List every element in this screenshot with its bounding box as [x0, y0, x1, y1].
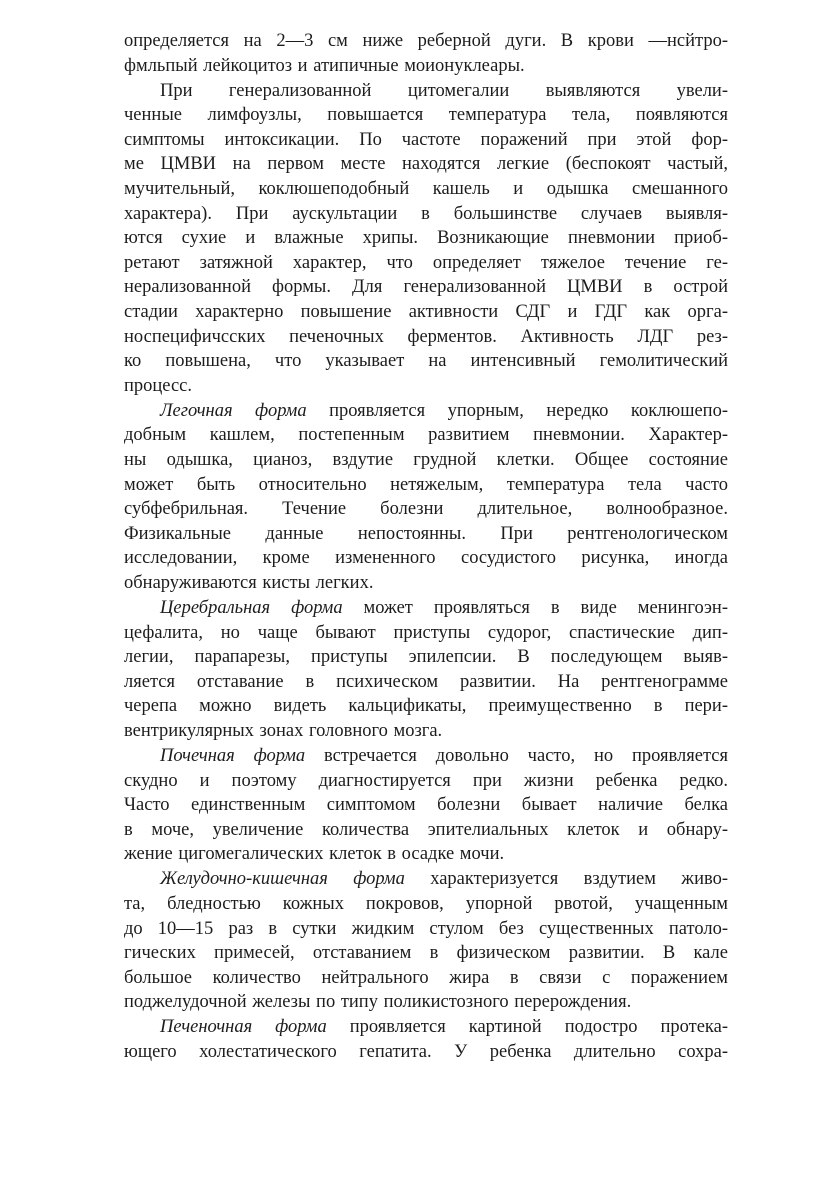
text-segment: носпецифичсских печеночных ферментов. Активность ЛДГ рез-	[124, 326, 728, 347]
text-segment: При генерализованной цитомегалии выявляются увели-	[160, 80, 728, 101]
text-segment: мучительный, коклюшеподобный кашель и одышка смешанного	[124, 179, 728, 199]
text-line	[124, 891, 728, 917]
text-segment: добным кашлем, постепенным развитием пневмонии. Характер-	[124, 425, 728, 446]
text-segment: вентрикулярных зонах головного мозга.	[124, 721, 443, 741]
text-line	[124, 669, 728, 695]
text-line	[124, 1039, 728, 1065]
text-line	[124, 693, 728, 719]
text-segment: характера). При аускультации в большинстве случаев выявля-	[124, 203, 728, 224]
text-line	[124, 201, 728, 227]
text-line	[160, 398, 728, 424]
text-line	[124, 570, 728, 596]
text-segment: ны одышка, цианоз, вздутие грудной клетки. Общее состояние	[124, 450, 728, 470]
text-segment: встречается довольно часто, но проявляется	[305, 746, 728, 766]
text-line	[124, 768, 728, 794]
text-segment: стадии характерно повышение активности СДГ и ГДГ как орга-	[124, 302, 728, 322]
text-segment: легии, парапарезы, приступы эпилепсии. В последующем выяв-	[124, 647, 728, 668]
text-line	[124, 127, 728, 153]
text-line	[124, 250, 728, 276]
text-line	[124, 373, 728, 399]
text-line	[160, 1014, 728, 1040]
text-line	[124, 299, 728, 325]
text-segment: нерализованной формы. Для генерализованной ЦМВИ в острой	[124, 277, 728, 298]
text-line	[124, 176, 728, 202]
text-line	[124, 324, 728, 350]
text-segment: ляется отставание в психическом развитии. На рентгенограмме	[124, 671, 728, 692]
text-segment: поджелудочной железы по типу поликистозного перерождения.	[124, 992, 632, 1013]
text-line	[124, 620, 728, 646]
text-segment: может быть относительно нетяжелым, температура тела часто	[124, 474, 728, 495]
text-line	[124, 447, 728, 473]
text-segment: ющего холестатического гепатита. У ребенка длительно сохра-	[124, 1042, 728, 1062]
text-line	[124, 53, 728, 79]
text-segment: цефалита, но чаще бывают приступы судорог, спастические дип-	[124, 622, 728, 643]
form-heading: Легочная форма	[160, 400, 307, 421]
text-line	[124, 521, 728, 547]
text-line	[124, 102, 728, 128]
text-segment: гических примесей, отставанием в физическом развитии. В кале	[124, 943, 728, 964]
text-segment: до 10—15 раз в сутки жидким стулом без существенных патоло-	[124, 918, 728, 939]
text-line	[160, 78, 728, 104]
text-segment: субфебрильная. Течение болезни длительное, волнообразное.	[124, 499, 728, 520]
text-segment: большое количество нейтрального жира в связи с поражением	[124, 967, 728, 988]
form-heading: Церебральная форма	[160, 598, 343, 618]
text-segment: фмльпый лейкоцитоз и атипичные моионуклеары.	[124, 55, 525, 76]
text-segment: проявляется упорным, нередко коклюшепо-	[306, 400, 728, 421]
text-line	[124, 274, 728, 300]
text-segment: симптомы интоксикации. По частоте поражений при этой фор-	[124, 129, 728, 150]
text-segment: ченные лимфоузлы, повышается температура тела, появляются	[124, 105, 728, 126]
text-segment: Часто единственным симптомом болезни бывает наличие белка	[124, 795, 728, 816]
text-line	[124, 965, 728, 991]
text-line	[124, 718, 728, 744]
text-line	[124, 916, 728, 942]
text-segment: может проявляться в виде менингоэн-	[342, 598, 728, 618]
text-segment: ются сухие и влажные хрипы. Возникающие пневмонии приоб-	[124, 228, 728, 249]
text-line	[124, 28, 728, 54]
form-heading: Печеночная форма	[160, 1017, 327, 1038]
text-segment: исследовании, кроме измененного сосудистого рисунка, иногда	[124, 548, 728, 569]
text-line	[160, 595, 728, 621]
text-line	[124, 472, 728, 498]
text-line	[124, 644, 728, 670]
text-line	[124, 496, 728, 522]
text-line	[124, 792, 728, 818]
text-segment: та, бледностью кожных покровов, упорной рвотой, учащенным	[124, 894, 728, 914]
text-line	[124, 841, 728, 867]
text-segment: жение цигомегалических клеток в осадке мочи.	[124, 844, 505, 865]
text-segment: ме ЦМВИ на первом месте находятся легкие (беспокоят частый,	[124, 154, 728, 175]
text-line	[124, 989, 728, 1015]
text-segment: Физикальные данные непостоянны. При рентгенологическом	[124, 523, 728, 544]
text-line	[124, 422, 728, 448]
text-segment: характеризуется вздутием живо-	[404, 869, 729, 890]
text-line	[124, 817, 728, 843]
text-segment: черепа можно видеть кальцификаты, преимущественно в пери-	[124, 696, 728, 717]
text-segment: в моче, увеличение количества эпителиальных клеток и обнару-	[124, 819, 728, 840]
text-line	[160, 866, 728, 892]
text-segment: определяется на 2—3 см ниже реберной дуги. В крови —нсйтро-	[124, 31, 728, 51]
form-heading: Почечная форма	[160, 746, 306, 766]
text-segment: скудно и поэтому диагностируется при жизни ребенка редко.	[124, 770, 728, 791]
text-segment: ретают затяжной характер, что определяет тяжелое течение ге-	[124, 252, 728, 273]
text-line	[160, 743, 728, 769]
text-line	[124, 348, 728, 374]
text-line	[124, 940, 728, 966]
text-segment: процесс.	[124, 375, 193, 396]
form-heading: Желудочно-кишечная форма	[160, 869, 405, 890]
text-line	[124, 151, 728, 177]
text-segment: проявляется картиной подостро протека-	[326, 1017, 728, 1038]
text-line	[124, 545, 728, 571]
text-line	[124, 225, 728, 251]
text-segment: обнаруживаются кисты легких.	[124, 573, 374, 593]
text-segment: ко повышена, что указывает на интенсивный гемолитический	[124, 351, 728, 372]
